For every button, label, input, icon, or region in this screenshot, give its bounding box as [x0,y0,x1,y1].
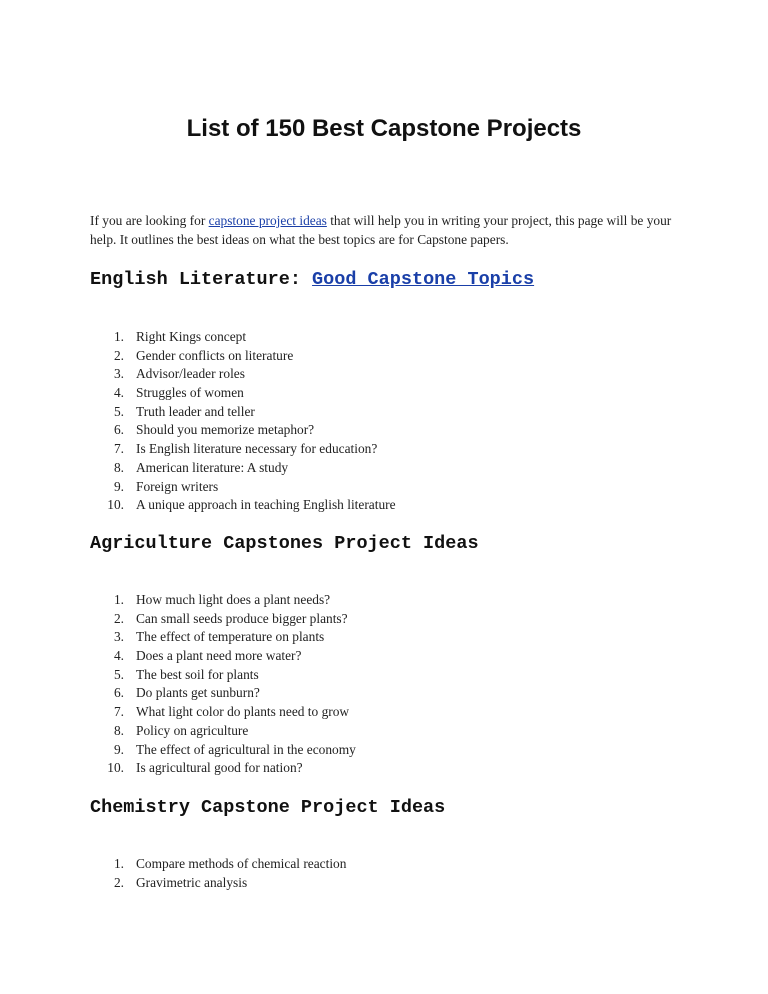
item-number: 3. [113,366,124,382]
item-text: A unique approach in teaching English literature [136,497,396,513]
item-text: The effect of temperature on plants [136,629,325,645]
section-heading-english-literature [90,268,534,292]
item-text: Can small seeds produce bigger plants? [136,610,348,626]
item-number: 5. [113,403,124,419]
list-item [90,384,396,403]
list-item [90,759,356,778]
list-item [90,610,356,629]
agriculture-list [90,591,356,778]
item-text: Policy on agriculture [136,722,249,738]
list-item [90,403,396,422]
list-item [90,421,396,440]
list-item [90,684,356,703]
list-item [90,628,356,647]
item-number: 7. [113,704,124,720]
item-text: How much light does a plant needs? [136,592,331,607]
intro-text-after: that will help you in writing your project, this page will be your help. It outlines the best ideas on what the best topics are for Capstone papers. [90,213,672,247]
item-text: Gender conflicts on literature [136,347,294,363]
item-number: 9. [113,478,124,494]
list-item [90,855,346,874]
good-capstone-topics-link[interactable]: Good Capstone Topics [312,269,535,290]
list-item [90,440,396,459]
item-text: Do plants get sunburn? [136,685,260,701]
item-number: 8. [113,459,124,475]
item-text: Is agricultural good for nation? [136,760,303,776]
list-item [90,365,396,384]
list-item [90,459,396,478]
item-number: 6. [113,685,124,701]
item-number: 1. [113,856,124,871]
list-item [90,496,396,515]
item-text: Does a plant need more water? [136,648,302,664]
capstone-project-ideas-link[interactable]: capstone project ideas [208,213,327,228]
item-number: 1. [113,329,124,344]
item-text: Advisor/leader roles [136,366,245,382]
item-number: 7. [113,441,124,457]
list-item [90,647,356,666]
item-number: 9. [113,741,124,757]
item-text: Right Kings concept [136,329,247,344]
item-number: 8. [113,722,124,738]
item-text: The best soil for plants [136,666,259,682]
item-text: American literature: A study [136,459,289,475]
list-item [90,722,356,741]
intro-paragraph [90,212,690,249]
item-text: Compare methods of chemical reaction [136,856,347,871]
section-heading-chemistry: Chemistry Capstone Project Ideas [90,797,446,818]
intro-text-before: If you are looking for [90,213,209,228]
item-number: 1. [113,592,124,607]
item-number: 6. [113,422,124,438]
item-text: Should you memorize metaphor? [136,422,315,438]
item-text: Is English literature necessary for education? [136,441,378,457]
item-number: 2. [113,347,124,363]
list-item [90,703,356,722]
list-item [90,591,356,610]
list-item [90,741,356,760]
list-item [90,874,346,893]
item-number: 4. [113,648,124,664]
item-text: What light color do plants need to grow [136,704,350,720]
english-literature-list [90,328,396,515]
list-item [90,478,396,497]
section-heading-agriculture: Agriculture Capstones Project Ideas [90,533,479,554]
heading-prefix: English Literature: [90,269,313,290]
list-item [90,328,396,347]
item-text: Gravimetric analysis [136,874,248,890]
item-text: Struggles of women [136,385,244,401]
item-number: 4. [113,385,124,401]
item-number: 5. [113,666,124,682]
list-item [90,666,356,685]
item-text: The effect of agricultural in the economy [136,741,356,757]
item-number: 10. [107,760,124,776]
page-title: List of 150 Best Capstone Projects [186,115,582,142]
item-number: 3. [113,629,124,645]
list-item [90,347,396,366]
item-number: 10. [107,497,124,513]
chemistry-list [90,855,346,892]
item-number: 2. [113,874,124,890]
item-text: Foreign writers [136,478,219,494]
item-number: 2. [113,610,124,626]
item-text: Truth leader and teller [136,403,255,419]
